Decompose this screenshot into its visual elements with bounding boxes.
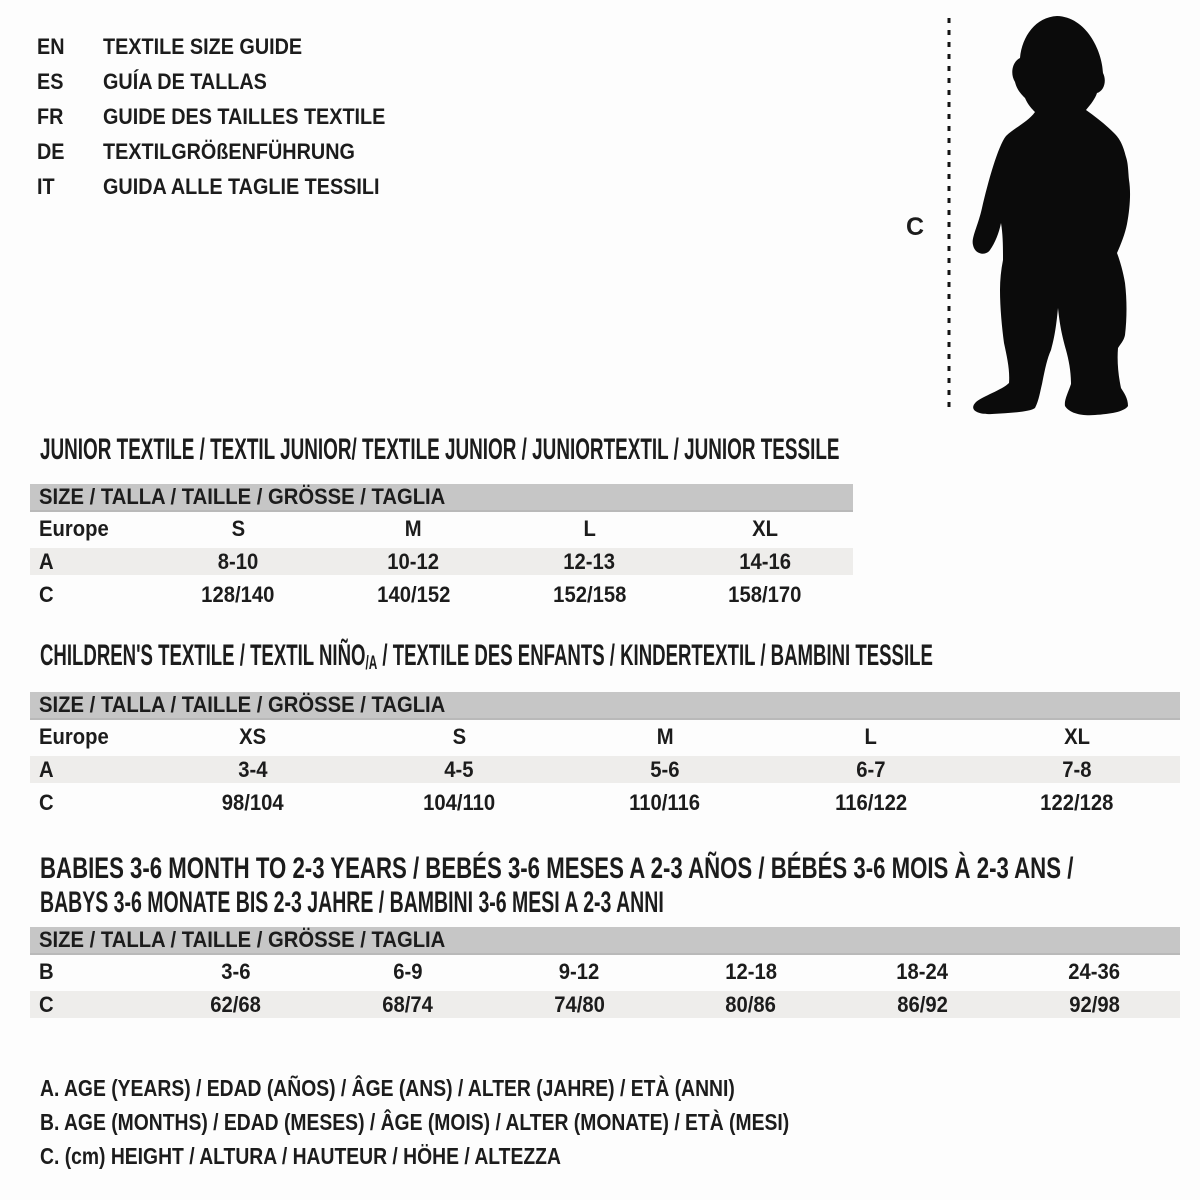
table-row-age-months [30, 955, 1180, 988]
table-cell: 92/98 [1068, 991, 1120, 1017]
language-code: FR [37, 104, 64, 129]
row-label: A [39, 756, 54, 782]
table-cell: XL [752, 515, 779, 541]
table-cell: 12-18 [724, 958, 777, 984]
table-cell: 5-6 [650, 756, 680, 782]
table-cell: 128/140 [201, 581, 275, 607]
table-cell: S [452, 723, 466, 749]
row-label: C [39, 991, 54, 1017]
legend-line-age-years: A. AGE (YEARS) / EDAD (AÑOS) / ÂGE (ANS) / ALTER (JAHRE) / ETÀ (ANNI) [40, 1075, 735, 1101]
language-row-it [37, 169, 417, 204]
table-cell: 6-7 [856, 756, 886, 782]
language-row-de [37, 134, 417, 169]
table-cell: 14-16 [739, 548, 792, 574]
table-header: SIZE / TALLA / TAILLE / GRÖSSE / TAGLIA [30, 484, 853, 512]
table-cell: 98/104 [222, 789, 284, 815]
babies-size-table [30, 927, 1180, 1021]
table-cell: 3-4 [238, 756, 268, 782]
table-cell: 140/152 [377, 581, 451, 607]
table-cell: 86/92 [897, 991, 948, 1017]
junior-size-table [30, 484, 853, 611]
row-label: C [39, 581, 54, 607]
table-cell: 158/170 [728, 581, 802, 607]
guide-title-it: GUIDA ALLE TAGLIE TESSILI [103, 174, 380, 199]
table-cell: 116/122 [834, 789, 908, 815]
table-row-age-years [30, 545, 853, 578]
table-cell: 122/128 [1040, 789, 1114, 815]
table-cell: 8-10 [217, 548, 259, 574]
row-label: Europe [39, 723, 109, 749]
table-row-europe [30, 720, 1180, 753]
babies-title-line2: BABYS 3-6 MONATE BIS 2-3 JAHRE / BAMBINI 3-6 MESI A 2-3 ANNI [40, 886, 664, 919]
table-cell: S [231, 515, 245, 541]
measure-legend [40, 1071, 932, 1173]
babies-section-title [40, 852, 1200, 920]
table-cell: M [405, 515, 423, 541]
children-size-table [30, 692, 1180, 819]
table-row-age-years [30, 753, 1180, 786]
legend-line-height: C. (cm) HEIGHT / ALTURA / HAUTEUR / HÖHE / ALTEZZA [40, 1143, 561, 1169]
table-cell: 3-6 [221, 958, 251, 984]
table-cell: 10-12 [387, 548, 440, 574]
table-cell: 9-12 [558, 958, 600, 984]
toddler-silhouette-icon [958, 12, 1143, 419]
language-code: EN [37, 34, 65, 59]
table-cell: L [583, 515, 596, 541]
table-cell: M [656, 723, 674, 749]
table-cell: 74/80 [553, 991, 605, 1017]
junior-section-title: JUNIOR TEXTILE / TEXTIL JUNIOR/ TEXTILE JUNIOR / JUNIORTEXTIL / JUNIOR TESSILE [40, 433, 840, 466]
children-section-title: CHILDREN'S TEXTILE / TEXTIL NIÑO/A / TEXTILE DES ENFANTS / KINDERTEXTIL / BAMBINI TESSILE [40, 639, 933, 674]
height-dashed-line [944, 14, 954, 418]
table-row-height-cm [30, 786, 1180, 819]
nino-a-subscript: /A [365, 653, 378, 674]
language-code: ES [37, 69, 64, 94]
legend-line-age-months: B. AGE (MONTHS) / EDAD (MESES) / ÂGE (MOIS) / ALTER (MONATE) / ETÀ (MESI) [40, 1109, 790, 1135]
guide-title-de: TEXTILGRÖßENFÜHRUNG [103, 139, 355, 164]
table-row-europe [30, 512, 853, 545]
table-row-height-cm [30, 578, 853, 611]
table-cell: 18-24 [896, 958, 949, 984]
table-cell: 12-13 [563, 548, 616, 574]
language-row-es [37, 64, 417, 99]
table-row-height-cm [30, 988, 1180, 1021]
table-cell: L [864, 723, 878, 749]
table-cell: 6-9 [392, 958, 423, 984]
table-header: SIZE / TALLA / TAILLE / GRÖSSE / TAGLIA [30, 927, 1180, 955]
table-cell: 68/74 [382, 991, 433, 1017]
language-code: IT [37, 174, 55, 199]
table-cell: 104/110 [422, 789, 496, 815]
table-cell: XS [239, 723, 267, 749]
language-code: DE [37, 139, 65, 164]
language-row-en [37, 29, 417, 64]
babies-title-line1: BABIES 3-6 MONTH TO 2-3 YEARS / BEBÉS 3-6 MESES A 2-3 AÑOS / BÉBÉS 3-6 MOIS À 2-3 ANS / [40, 852, 1074, 885]
row-label: Europe [39, 515, 109, 541]
height-measure-label: C [906, 213, 925, 241]
table-cell: 24-36 [1068, 958, 1121, 984]
guide-title-es: GUÍA DE TALLAS [103, 69, 267, 94]
table-cell: 62/68 [210, 991, 262, 1017]
table-header: SIZE / TALLA / TAILLE / GRÖSSE / TAGLIA [30, 692, 1180, 720]
row-label: A [39, 548, 54, 574]
table-cell: XL [1064, 723, 1090, 749]
row-label: B [39, 958, 54, 984]
language-row-fr [37, 99, 417, 134]
table-cell: 152/158 [552, 581, 626, 607]
table-cell: 110/116 [629, 789, 701, 815]
language-list [37, 29, 417, 204]
table-cell: 7-8 [1062, 756, 1092, 782]
row-label: C [39, 789, 54, 815]
table-cell: 4-5 [444, 756, 474, 782]
guide-title-fr: GUIDE DES TAILLES TEXTILE [103, 104, 386, 129]
guide-title-en: TEXTILE SIZE GUIDE [103, 34, 303, 59]
table-cell: 80/86 [725, 991, 777, 1017]
